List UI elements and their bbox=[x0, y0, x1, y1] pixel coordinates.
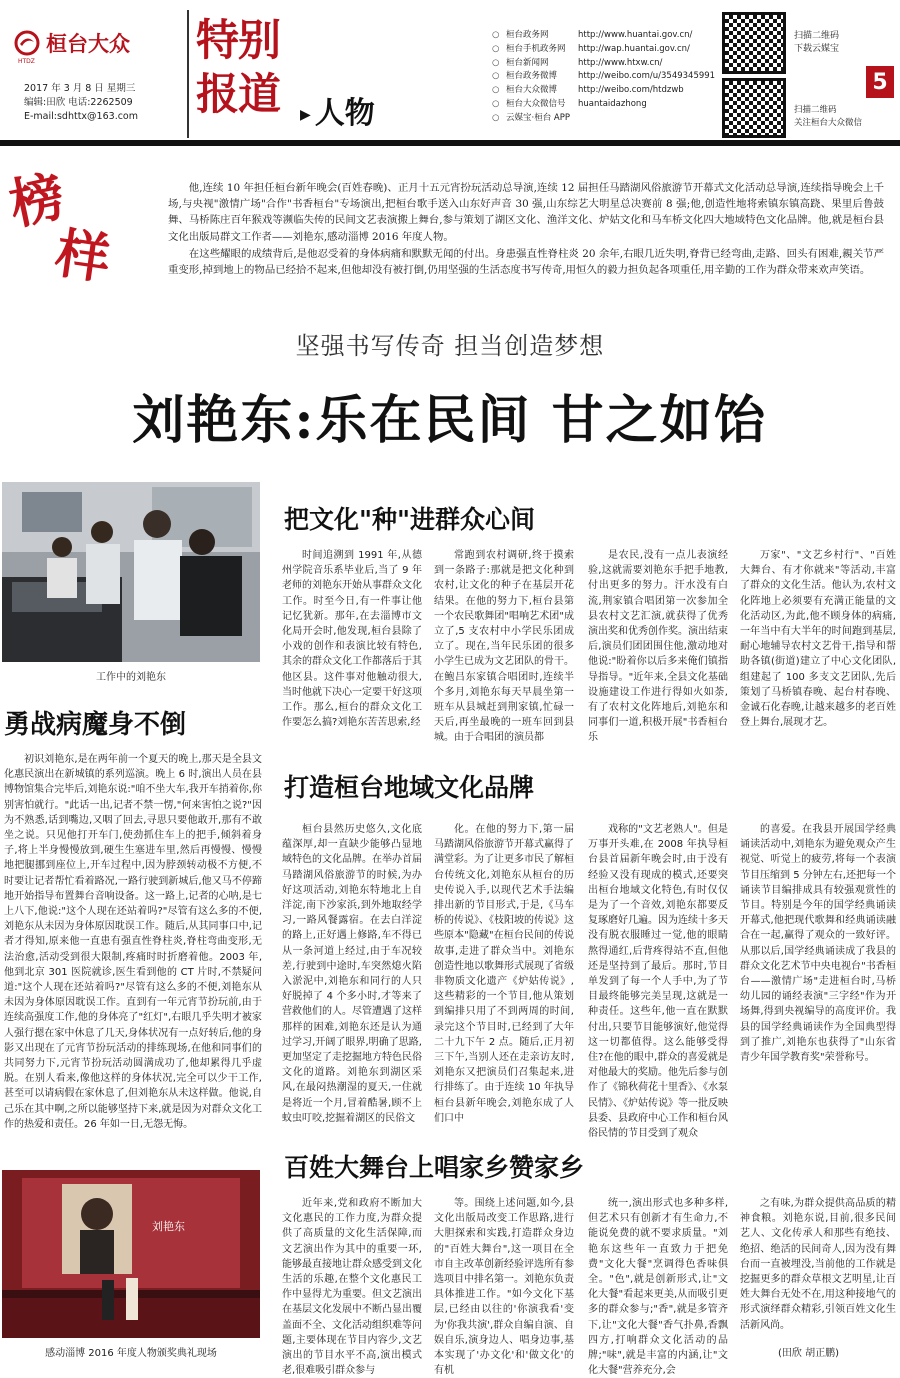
screen-text: 刘艳东 bbox=[152, 1220, 185, 1233]
issue-date: 2017 年 3 月 8 日 星期三 bbox=[24, 83, 136, 94]
photo-working-image bbox=[2, 482, 260, 662]
media-link[interactable]: ○ 云媒宝·桓台 APP bbox=[492, 112, 720, 126]
section3-col3: 统一,演出形式也多种多样,但艺术只有创新才有生命力,不能说免费的就不要求质量。"刘艳东这些年一直致力于把免费"文化大餐"烹调得色香味俱全。"色",就是创新形式,让"文化大餐"看起来更美,从而吸引更多的群众参与;"香",就是多管齐下,让"文化大餐"香气扑鼻,香飘四方,打响群众文化活动的品牌;"味",就是丰富的内涵,让"文化大餐"营养充分,会 bbox=[588, 1198, 728, 1377]
feature-label-char1: 榜 bbox=[3, 163, 71, 237]
article-subtitle: 坚强书写传奇 担当创造梦想 bbox=[295, 332, 605, 360]
section1-col3: 是农民,没有一点儿表演经验,这就需要刘艳东手把手地教,付出更多的努力。汗水没有白流,荆家镇合唱团第一次参加全县农村文艺汇演,就获得了优秀演出奖和优秀创作奖。演出结束后,演员们团团围住他,激动地对他说:"盼着你以后多来俺们镇指导指导。"近年来,全县文化基础设施建设工作进行得如火如荼,有了农村文化阵地后,刘艳东和同事们一道,积极开展"书香桓台乐 bbox=[588, 550, 728, 744]
media-link[interactable]: ○ 桓台大众微信号 huantaidazhong bbox=[492, 98, 720, 112]
logo-text: 桓台大众 bbox=[46, 31, 130, 56]
bullet-icon: ○ bbox=[492, 57, 500, 68]
media-link[interactable]: ○ 桓台政务微博 http://weibo.com/u/3549345991 bbox=[492, 70, 720, 84]
bullet-icon: ○ bbox=[492, 43, 500, 54]
issue-editor: 编辑:田欣 电话:2262509 bbox=[24, 97, 133, 108]
qr-code-wechat[interactable] bbox=[722, 78, 786, 138]
media-link[interactable]: ○ 桓台新闻网 http://www.htxw.cn/ bbox=[492, 57, 720, 71]
feature-label-char2: 样 bbox=[51, 220, 115, 292]
section-title-line2: 报道 bbox=[196, 70, 280, 120]
section2-col4: 的喜爱。在我县开展国学经典诵读活动中,刘艳东为避免观众产生视觉、听觉上的疲劳,将每一个表演节目压缩到 5 分钟左右,还把每一个诵读节目编排成具有较强观赏性的节目。特别是今年的国学经典诵读开幕式,他把现代歌舞和经典诵读融合在一起,赢得了观众的一致好评。从那以后,国学经典诵读成了我县的群众文化艺术节中央电视台"书香桓台——激情广场"走进桓台时,马桥幼儿园的诵经表演"三字经"作为开场舞,得到央视编导的高度评价。我县的国学经典诵读作为全国典型得到了推广,刘艳东也获得了"山东省青少年国学教育奖"荣誉称号。 bbox=[740, 824, 896, 1064]
section1-col2: 常跑到农村调研,终于摸索到一条路子:那就是把文化种到农村,让文化的种子在基层开花结果。在他的努力下,桓台县第一个农民歌舞团"唱响艺术团"成立了,5 支农村中小学民乐团成立了。现在,当年民乐团的很多小学生已成为文艺团队的骨干。在鲍吕东家镇合唱团时,连续半个多月,刘艳东每天早晨坐第一班车从县城赶到荆家镇,忙碌一天后,再坐最晚的一班车回到县城。由于合唱团的演员都 bbox=[434, 550, 574, 744]
section3-col2: 等。围绕上述问题,如今,县文化出版局改变工作思路,进行大胆探索和实践,打造群众身边的"百姓大舞台",这一项目在全市自主改革创新经验评选所有参选项目中排名第一。刘艳东负责具体推进工作。"如今文化下基层,已经由以往的'你演我看'变为'你我共演',群众自编自演、自娱自乐,演身边人、唱身边事,基本实现了'办文化'和'做文化'的有机 bbox=[434, 1198, 574, 1377]
media-link[interactable]: ○ 桓台政务网 http://www.huantai.gov.cn/ bbox=[492, 29, 720, 43]
issue-email[interactable]: E-mail:sdhttx@163.com bbox=[24, 111, 138, 122]
media-links bbox=[492, 29, 720, 126]
photo-award-image bbox=[2, 1170, 260, 1338]
section3-col1: 近年来,党和政府不断加大文化惠民的工作力度,为群众提供了高质量的文化生活保障,而文艺演出作为其中的重要一环,能够最直接地让群众感受到文化生活的乐趣,在整个文化惠民工作中显得尤为重要。但文艺演出在基层文化发展中不断凸显出覆盖面不全、文化活动组织难等问题,主要体现在节目内容少,文艺演出的节目水平不高,演出模式老,很难吸引群众参与 bbox=[282, 1198, 422, 1377]
section-subtitle bbox=[300, 88, 375, 132]
section2-heading: 打造桓台地域文化品牌 bbox=[284, 773, 535, 802]
logo-swirl-icon bbox=[14, 30, 40, 56]
qr-code-app[interactable] bbox=[722, 12, 786, 74]
bullet-icon: ○ bbox=[492, 85, 500, 96]
media-link[interactable]: ○ 桓台大众微博 http://weibo.com/htdzwb bbox=[492, 84, 720, 98]
section-subtitle-text: 人物 bbox=[314, 96, 375, 131]
bullet-icon: ○ bbox=[492, 71, 500, 82]
section1-col4: 万家"、"文艺乡村行"、"百姓大舞台、有才你就来"等活动,丰富了群众的文化生活。他认为,农村文化阵地上必须要有充满正能量的文化活动区,为此,他不顾身体的病痛,一年当中有大半年的时间跑到基层,耐心地辅导农村文艺骨干,指导和帮助各镇(街道)建立了中心文化团队,组建起了 100 多支文艺团队,先后策划了马桥镇春晚、起台村春晚、金诚石化春晚,让越来越多的老百姓登上舞台,展现才艺。 bbox=[740, 550, 896, 729]
section3-col4: 之有味,为群众提供高品质的精神食粮。刘艳东说,目前,很多民间艺人、文化传承人和那些有绝技、绝招、绝活的民间奇人,因为没有舞台而一直被埋没,当前他的工作就是挖掘更多的群众草根文艺明星,让百姓大舞台无处不在,用这种接地气的形式演绎群众精彩,引领百姓文化生活新风尚。 bbox=[740, 1198, 896, 1331]
left-body: 初识刘艳东,是在两年前一个夏天的晚上,那天是全县文化惠民演出在新城镇的系列巡演。晚上 6 时,演出人员在县博物馆集合完毕后,刘艳东说:"咱不坐大车,我开车捎着你,你别害怕就行。"此话一出,记者不禁一愣,"何来害怕之说?"因为不熟悉,话到嘴边,又咽了回去,寻思只要他敢开,那有不敢坐之说。只见他打开车门,使劲抓住车上的把手,倾斜着身子,将上半身慢慢放到,硬生生塞进车里,然后再慢慢、慢慢地把腿挪到座位上,开车过程中,因为脖颈转动极不方便,不时要让记者帮忙看着路况,一路行驶到新城后,他又马不停蹄地开始指导布置舞台音响设备。这一路上,记者的心呐,是七上八下,他说:"这个人现在还站着吗?"尽管有这么多的不便,刘艳东从未因为身体原因耽误工作。随后,从其同事口中,记者才得知,原来他一直患有强直性脊柱炎,脊柱弯曲变形,无法治愈,活动受到很大限制,疼痛时时折磨着他。2003 年,他到北京 301 医院就诊,医生看到他的 CT 片时,不禁疑问道:"这个人现在还站着吗?"尽管有这么多的不便,刘艳东从未因为身体原因耽误工作。直到有一年元宵节扮玩前,由于连续高强度工作,他的身体亮了"红灯",右眼几乎失明才被家人强行摁在家中休息了几天,身体状况有一点好转后,他的身影又出现在了元宵节扮玩活动的排练现场,在他和同事们的共同努力下,元宵节扮玩活动圆满成功了,他却累得几乎虚脱。在别人看来,像他这样的身体状况,完全可以少干工作,甚至可以请病假在家休息了,但刘艳东从未这样做。他说,自己乐在其中啊,之所以能够坚持下来,就是因为对群众文化工作的热爱和责任。26 年如一日,无怨无悔。 bbox=[4, 754, 262, 1130]
bullet-icon: ○ bbox=[492, 112, 500, 123]
feature-intro-2: 在这些耀眼的成绩背后,是他忍受着的身体病痛和默默无闻的付出。身患强直性脊柱炎 20 余年,右眼几近失明,脊背已经弯曲,走路、回头有困难,親关节严重变形,掉到地上的物品已经拾不起来,但他却没有被打倒,仍用坚强的生活态度书写传奇,用恒久的毅力担负起各项重任,用辛勤的工作为群众带来欢声笑语。 bbox=[168, 248, 884, 277]
photo-award bbox=[2, 1170, 260, 1338]
arrow-icon: ▶ bbox=[300, 107, 311, 123]
feature-intro-1: 他,连续 10 年担任桓台新年晚会(百姓春晚)、正月十五元宵扮玩活动总导演,连续 12 届担任马踏湖风俗旅游节开幕式文化活动总导演,连续指导晚会上千场,与央视"激情广场"合作"书香桓台"专场演出,把桓台歌手送入山东好声音 30 强,山东综艺大明星总决赛前 8 强;他,创造性地将索镇东镇高跷、果里后鲁鼓舞、马桥陈庄百年猴戏等濒临失传的民间文艺表演搬上舞台,参与策划了湖区文化、渔洋文化、炉姑文化和马车桥文化四大地域特色文化品牌。他,就是桓台县文化出版局群文工作者——刘艳东,感动淄博 2016 年度人物。 bbox=[168, 182, 884, 243]
section2-col1: 桓台县然历史悠久,文化底蕴深厚,却一直缺少能够凸显地域特色的文化品牌。在举办首届马踏湖风俗旅游节的时候,为办好这项活动,刘艳东特地北上自洋淀,南下沙家浜,到外地取经学习,一路风餐露宿。在去白洋淀的路上,正好遇上修路,车不得已从一条河道上经过,由于车况较差,行驶到中途时,车突然熄火陷入淤泥中,刘艳东和同行的人只好脱掉了 4 个多小时,才等来了营救他们的人。尽管遭遇了这样那样的困难,刘艳东还是认为通过学习,开阔了眼界,明确了思路,更加坚定了走挖掘地方特色民俗文化的道路。刘艳东到湖区采风,在最闷热潮湿的夏天,一住就是将近一个月,冒着酷暑,顾不上蚊虫叮咬,挖掘着湖区的民俗文 bbox=[282, 824, 422, 1124]
section1-col1: 时间追溯到 1991 年,从德州学院音乐系毕业后,当了 9 年老师的刘艳东开始从事群众文化工作。时至今日,有一件事让他记忆犹新。那年,在去淄博市文化局开会时,他发现,桓台县除了小戏的创作和表演比较有特色,其余的群众文化工作都落后于其他区县。这件事对他触动很大,当时他就下决心一定要干好这项工作。那么,桓台的群众文化工作要怎么搞?刘艳东苦苦思索,经 bbox=[282, 550, 422, 729]
feature-label bbox=[3, 163, 124, 294]
photo-caption-award: 感动淄博 2016 年度人物颁奖典礼现场 bbox=[45, 1348, 217, 1359]
section3-heading: 百姓大舞台上唱家乡赞家乡 bbox=[284, 1153, 585, 1182]
photo-caption-working: 工作中的刘艳东 bbox=[96, 672, 166, 683]
masthead-rule bbox=[0, 140, 900, 146]
qr-caption-wechat: 扫描二维码 关注桓台大众微信 bbox=[794, 105, 863, 128]
page-number: 5 bbox=[866, 66, 894, 98]
qr-caption-app: 扫描二维码 下载云媒宝 bbox=[794, 31, 840, 54]
bullet-icon: ○ bbox=[492, 98, 500, 109]
left-heading: 勇战病魔身不倒 bbox=[4, 710, 187, 740]
section2-col3: 戏称的"文艺老熟人"。但是万事开头难,在 2008 年执导桓台县首届新年晚会时,由于没有经验又没有现成的模式,还要突出桓台地域文化特色,有时仅仅是为了一个音效,刘艳东都要反复琢磨好几遍。因为连续十多天没有脱衣服睡过一觉,他的眼睛熬得通红,后背疼得站不直,但他还是坚持到了最后。那时,节目单发到了每一个人手中,为了节目最终能够完美呈现,这就是一种责任。这些年,他一直在默默付出,只要节目能够演好,他觉得这一切都值得。这么能够受得住?在他的眼中,群众的喜爱就是对他最大的奖励。他先后参与创作了《锦秋荷花十里香》、《水泵民情》、《炉姑传说》等一批反映县委、县政府中心工作和桓台风俗民情的节目受到了观众 bbox=[588, 824, 728, 1140]
article-title: 刘艳东:乐在民间 甘之如饴 bbox=[132, 390, 768, 451]
section-title bbox=[196, 14, 304, 122]
section2-col2: 化。在他的努力下,第一届马踏湖风俗旅游节开幕式赢得了满堂彩。为了让更多市民了解桓台传统文化,刘艳东从桓台的历史传说入手,以现代艺术手法编排出新的节目形式,于是,《马车桥的传说》、《枝阳坡的传说》这些原本"隐藏"在桓台民间的传说故事,走进了群众当中。刘艳东创造性地以歌舞形式展现了省级非物质文化遗产《炉姑传说》,这些精彩的一个节目,他从策划到编排只用了不到两周的时间,录完这个节目时,已经到了大年二十九下午 2 点。随后,正月初三下午,当别人还在走亲访友时,刘艳东又把演员们召集起来,进行排练了。由于连续 10 年执导桓台县新年晚会,刘艳东成了人们口中 bbox=[434, 824, 574, 1124]
issue-info bbox=[24, 82, 184, 124]
masthead-logo bbox=[14, 28, 164, 58]
byline: (田欣 胡正鹏) bbox=[778, 1348, 839, 1359]
media-link[interactable]: ○ 桓台手机政务网 http://wap.huantai.gov.cn/ bbox=[492, 43, 720, 57]
masthead-divider bbox=[187, 10, 189, 138]
photo-working bbox=[2, 482, 260, 662]
bullet-icon: ○ bbox=[492, 30, 500, 40]
section-title-line1: 特别 bbox=[196, 16, 280, 66]
section1-heading: 把文化"种"进群众心间 bbox=[284, 505, 536, 534]
logo-mark: HTDZ bbox=[18, 58, 35, 65]
